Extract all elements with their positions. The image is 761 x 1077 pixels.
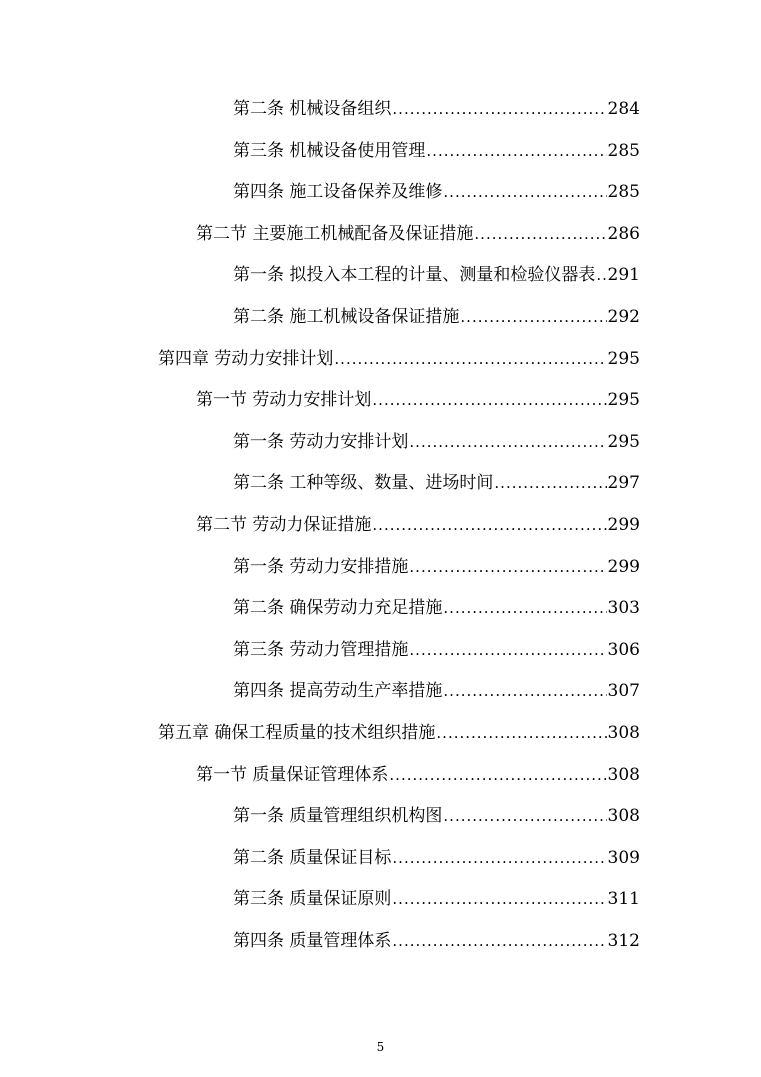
toc-dot-leader [460,306,606,328]
toc-entry-page: 309 [607,847,640,868]
toc-dot-leader [372,514,606,536]
toc-dot-leader [409,639,606,661]
toc-entry-page: 291 [607,265,640,286]
toc-dot-leader [409,556,606,578]
toc-entry-page: 285 [607,182,640,203]
toc-entry-page: 299 [607,515,640,535]
toc-entry[interactable] [233,132,640,162]
toc-entry[interactable] [233,922,640,952]
toc-entry-title: 第二条 确保劳动力充足措施 [233,598,443,619]
toc-entry-page: 295 [607,390,640,411]
page-number: 5 [376,1040,385,1054]
toc-entry[interactable] [233,298,640,328]
toc-entry-title: 第二条 施工机械设备保证措施 [233,307,460,327]
toc-entry[interactable] [196,215,640,245]
toc-entry[interactable] [233,423,640,453]
toc-dot-leader [372,389,606,411]
toc-entry-page: 297 [607,473,640,494]
toc-entry-page: 292 [607,307,640,327]
toc-dot-leader [389,764,606,786]
toc-entry[interactable] [233,672,640,702]
toc-entry-page: 308 [607,764,640,785]
toc-entry-page: 295 [607,431,640,452]
toc-entry-title: 第三条 劳动力管理措施 [233,639,409,660]
toc-entry-title: 第三条 机械设备使用管理 [233,140,426,161]
toc-entry-title: 第一条 拟投入本工程的计量、测量和检验仪器表 [233,265,596,286]
toc-dot-leader [443,181,606,203]
toc-dot-leader [443,680,606,702]
toc-entry-title: 第一条 质量管理组织机构图 [233,806,443,827]
toc-entry[interactable] [196,381,640,411]
toc-entry[interactable] [233,464,640,494]
toc-entry[interactable] [233,589,640,619]
toc-entry-title: 第二条 工种等级、数量、进场时间 [233,473,494,494]
toc-dot-leader [392,930,606,952]
toc-entry[interactable] [233,631,640,661]
toc-dot-leader [494,472,606,494]
toc-entry-title: 第四条 提高劳动生产率措施 [233,681,443,702]
toc-dot-leader [334,348,606,370]
toc-entry-title: 第一条 劳动力安排措施 [233,556,409,577]
toc-entry[interactable] [233,880,640,910]
toc-entry-page: 285 [607,140,640,161]
toc-entry[interactable] [158,714,640,744]
toc-entry[interactable] [196,506,640,536]
toc-entry-title: 第二条 质量保证目标 [233,847,392,868]
toc-entry[interactable] [233,839,640,869]
toc-entry-page: 311 [607,889,640,910]
toc-entry[interactable] [158,340,640,370]
toc-entry-page: 284 [607,99,640,119]
toc-dot-leader [443,805,606,827]
toc-entry-title: 第二条 机械设备组织 [233,99,392,119]
toc-entry-page: 307 [607,681,640,702]
toc-dot-leader [474,223,606,245]
toc-entry[interactable] [233,548,640,578]
toc-entry-page: 306 [607,639,640,660]
toc-entry-title: 第四章 劳动力安排计划 [158,348,334,369]
toc-dot-leader [409,431,606,453]
toc-entry[interactable] [233,173,640,203]
toc-entry-title: 第一条 劳动力安排计划 [233,431,409,452]
toc-entry-page: 295 [607,348,640,369]
toc-dot-leader [392,98,606,120]
toc-entry-title: 第四条 施工设备保养及维修 [233,182,443,203]
toc-entry-page: 286 [607,223,640,244]
toc-entry[interactable] [233,90,640,120]
toc-dot-leader [596,264,606,286]
toc-entry[interactable] [196,756,640,786]
toc-entry-title: 第三条 质量保证原则 [233,889,392,910]
toc-entry-page: 308 [607,723,640,743]
toc-entry-page: 303 [607,598,640,619]
toc-dot-leader [436,722,606,744]
toc-dot-leader [392,847,606,869]
toc-dot-leader [443,597,606,619]
toc-entry-page: 308 [607,806,640,827]
toc-dot-leader [426,140,606,162]
toc-entry-title: 第一节 劳动力安排计划 [196,390,372,411]
toc-entry-title: 第四条 质量管理体系 [233,931,392,951]
toc-entry-page: 312 [607,931,640,951]
toc-entry[interactable] [233,256,640,286]
toc-entry-title: 第一节 质量保证管理体系 [196,764,389,785]
toc-entry-title: 第二节 劳动力保证措施 [196,515,372,535]
toc-entry-page: 299 [607,556,640,577]
toc-entry-title: 第二节 主要施工机械配备及保证措施 [196,223,474,244]
toc-dot-leader [392,888,606,910]
toc-entry-title: 第五章 确保工程质量的技术组织措施 [158,723,436,743]
toc-entry[interactable] [233,797,640,827]
